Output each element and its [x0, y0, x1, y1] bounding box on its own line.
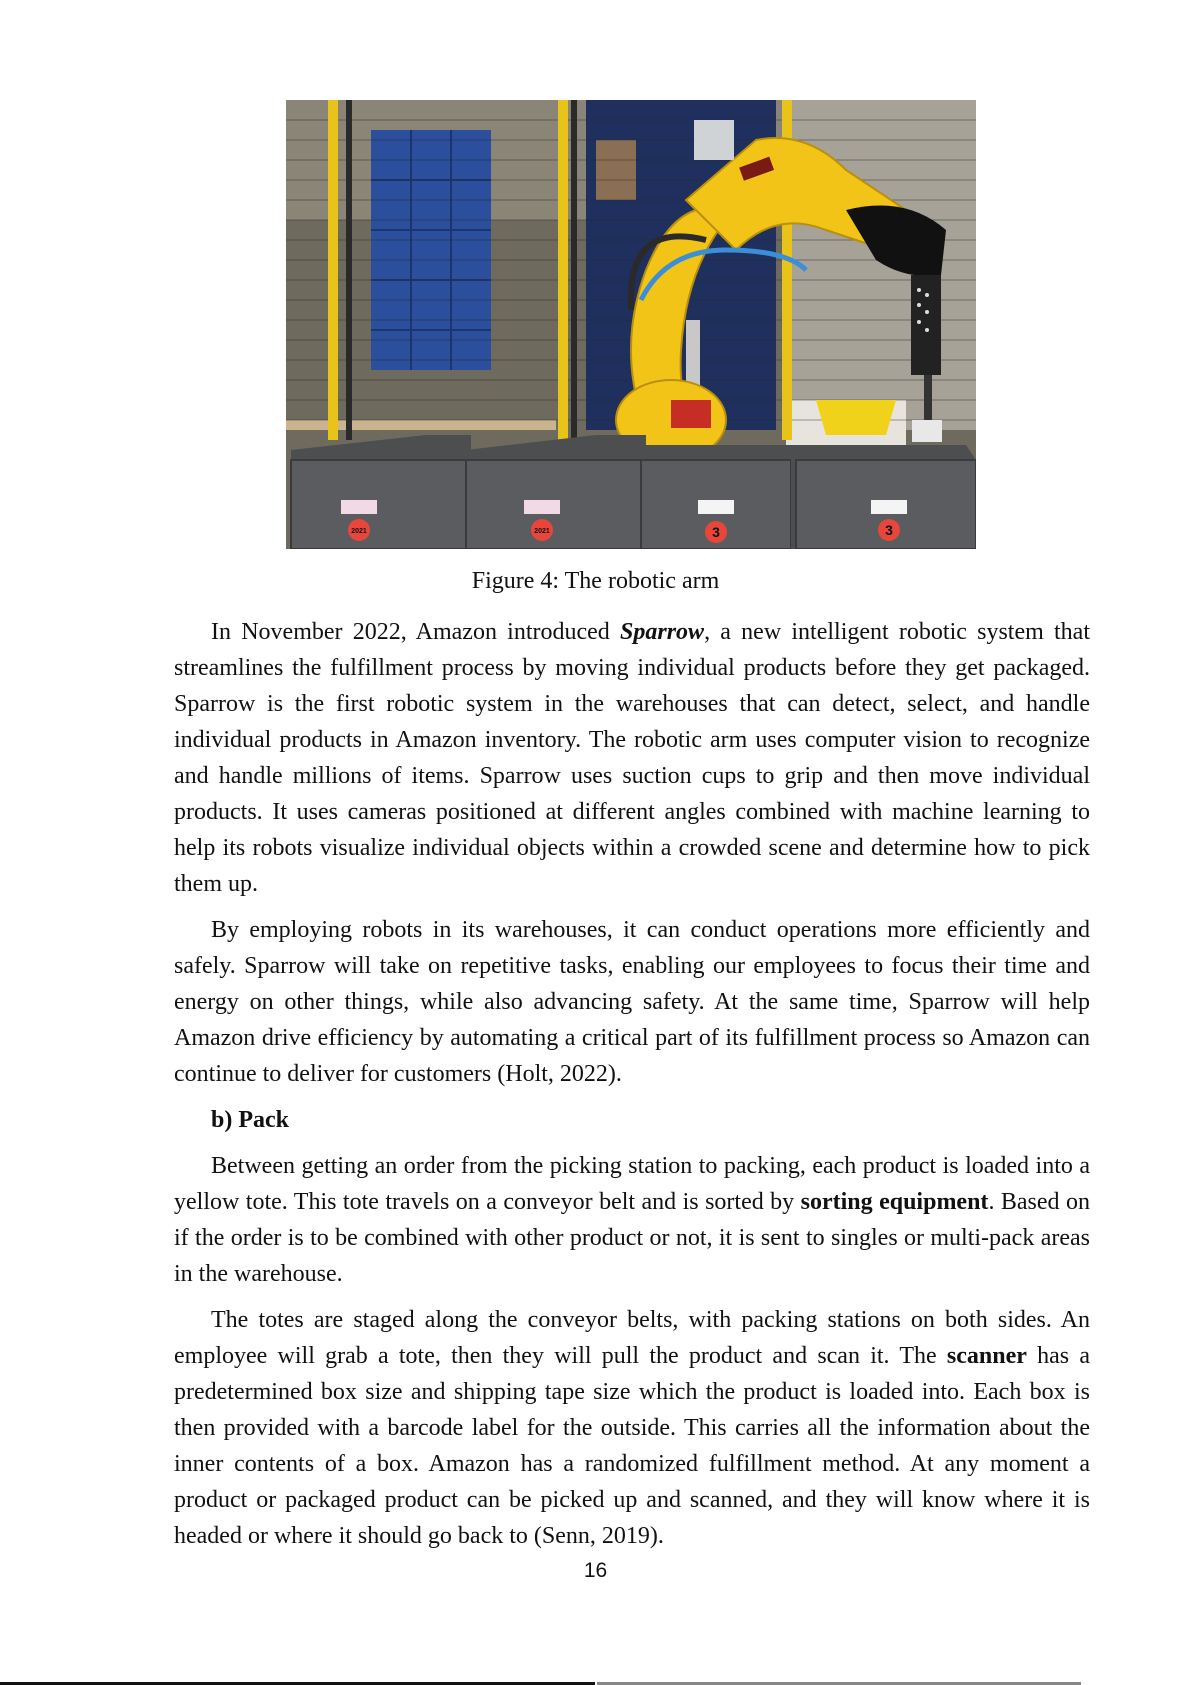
body-text	[174, 614, 1090, 1564]
text-run: The totes are staged along the conveyor belts, with packing stations on both sides. An employee will grab a tote, then they will pull the product and scan it. The	[174, 1307, 1090, 1369]
robotic-arm-illustration	[286, 100, 976, 549]
tote-label-1: 2021	[351, 528, 367, 535]
tote-label-2: 2021	[534, 528, 550, 535]
heading-text: b) Pack	[211, 1107, 289, 1133]
text-run: By employing robots in its warehouses, it can conduct operations more efficiently and safely. Sparrow will take on repetitive tasks, enabling our employees to focus their time and energy on other things, while also advancing safety. At the same time, Sparrow will help Amazon drive efficiency by automating a critical part of its fulfillment process so Amazon can continue to deliver for customers (Holt, 2022).	[174, 917, 1090, 1087]
tote-row	[291, 435, 976, 549]
figure-caption: Figure 4: The robotic arm	[471, 568, 720, 594]
text-run: . Based on if the order is to be combined with other product or not, it is sent to singles or multi-pack areas in the warehouse.	[174, 1189, 1090, 1287]
page-number: 16	[583, 1559, 608, 1582]
robotic-arm-photo	[286, 100, 976, 549]
paragraph-packing-stations	[174, 1302, 1090, 1554]
emphasis-scanner: scanner	[946, 1343, 1027, 1369]
text-run: Between getting an order from the picking station to packing, each product is loaded into a yellow tote. This tote travels on a conveyor belt and is sorted by	[174, 1153, 1090, 1215]
tote-label-3: 3	[712, 524, 720, 540]
section-heading-pack	[174, 1102, 1090, 1138]
emphasis-sparrow: Sparrow	[620, 619, 705, 645]
text-run: has a predetermined box size and shipping tape size which the product is loaded into. Each box is then provided with a barcode label for the outside. This carries all the information about the inner contents of a box. Amazon has a randomized fulfillment method. At any moment a product or packaged product can be picked up and scanned, and they will know where it is headed or where it should go back to (Senn, 2019).	[174, 1343, 1090, 1549]
paragraph-robots-benefits	[174, 912, 1090, 1092]
tote-label-4: 3	[885, 522, 893, 538]
text-run: In November 2022, Amazon introduced	[211, 619, 621, 645]
emphasis-sorting-equipment: sorting equipment	[800, 1189, 989, 1215]
paragraph-tote-sorting	[174, 1148, 1090, 1292]
text-run: , a new intelligent robotic system that streamlines the fulfillment process by moving individual products before they get packaged. Sparrow is the first robotic system in the warehouses that can detect, select, and handle individual products in Amazon inventory. The robotic arm uses computer vision to recognize and handle millions of items. Sparrow uses suction cups to grip and then move individual products. It uses cameras positioned at different angles combined with machine learning to help its robots visualize individual objects within a crowded scene and determine how to pick them up.	[174, 619, 1091, 897]
paragraph-sparrow-intro	[174, 614, 1090, 902]
